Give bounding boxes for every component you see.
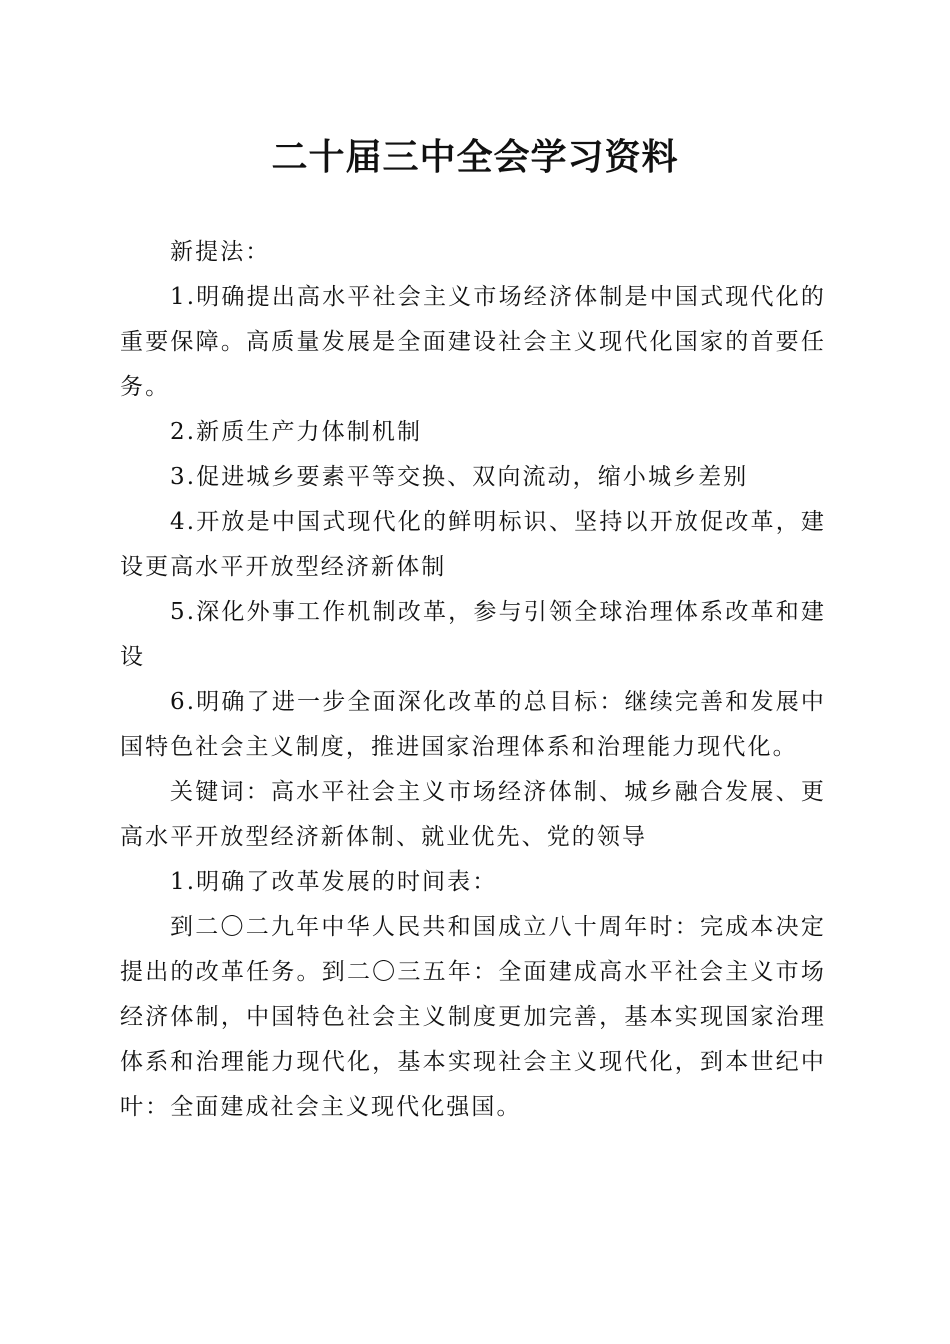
paragraph-item-1: 1.明确提出高水平社会主义市场经济体制是中国式现代化的重要保障。高质量发展是全面建设社会主义现代化国家的首要任务。 [120, 284, 826, 400]
paragraph-timeline-heading: 1.明确了改革发展的时间表： [170, 869, 498, 895]
paragraph-timeline-detail: 到二〇二九年中华人民共和国成立八十周年时：完成本决定提出的改革任务。到二〇三五年：全面建成高水平社会主义市场经济体制，中国特色社会主义制度更加完善，基本实现国家治理体系和治理能力现代化，基本实现社会主义现代化，到本世纪中叶：全面建成社会主义现代化强国。 [120, 914, 826, 1120]
paragraph-item-4: 4.开放是中国式现代化的鲜明标识、坚持以开放促改革，建设更高水平开放型经济新体制 [120, 509, 826, 580]
paragraph-item-3: 3.促进城乡要素平等交换、双向流动，缩小城乡差别 [170, 464, 749, 490]
document-body [120, 230, 826, 1130]
paragraph-item-6: 6.明确了进一步全面深化改革的总目标：继续完善和发展中国特色社会主义制度，推进国家治理体系和治理能力现代化。 [120, 689, 826, 760]
paragraph-item-2: 2.新质生产力体制机制 [170, 419, 423, 445]
paragraph-keywords: 关键词：高水平社会主义市场经济体制、城乡融合发展、更高水平开放型经济新体制、就业优先、党的领导 [120, 779, 826, 850]
paragraph-item-5: 5.深化外事工作机制改革，参与引领全球治理体系改革和建设 [120, 599, 826, 670]
paragraph-new-statements-heading: 新提法： [170, 239, 271, 265]
page-title: 二十届三中全会学习资料 [271, 137, 679, 178]
